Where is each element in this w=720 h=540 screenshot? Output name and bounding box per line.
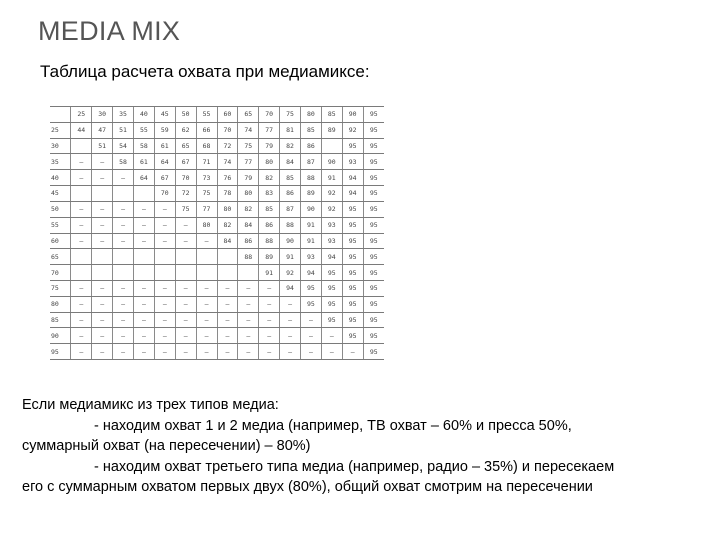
table-cell: — [113, 233, 134, 249]
reach-grid-body [50, 107, 384, 360]
table-row [50, 217, 384, 233]
table-cell: 95 [363, 186, 384, 202]
explanation-line-5: его с суммарным охватом первых двух (80%), общий охват смотрим на пересечении [22, 479, 593, 495]
table-cell: 61 [154, 138, 175, 154]
table-cell: 54 [113, 138, 134, 154]
table-cell: — [113, 201, 134, 217]
table-cell: — [113, 280, 134, 296]
table-cell: 70 [154, 186, 175, 202]
table-cell: 90 [50, 328, 71, 344]
table-cell: 88 [301, 170, 322, 186]
table-cell: 86 [280, 186, 301, 202]
table-cell: 80 [238, 186, 259, 202]
table-cell: 73 [196, 170, 217, 186]
table-cell [134, 265, 155, 281]
table-cell: 88 [280, 217, 301, 233]
table-cell: 70 [217, 122, 238, 138]
table-cell [175, 249, 196, 265]
table-cell: — [92, 280, 113, 296]
table-cell: 95 [321, 296, 342, 312]
table-cell: 82 [217, 217, 238, 233]
table-cell: 25 [50, 122, 71, 138]
table-cell: 70 [50, 265, 71, 281]
slide-title: MEDIA MIX [38, 16, 181, 46]
table-cell: 89 [301, 186, 322, 202]
table-cell: 75 [280, 107, 301, 123]
table-cell: 95 [363, 328, 384, 344]
table-cell: — [175, 328, 196, 344]
table-cell: — [134, 328, 155, 344]
table-cell: 95 [342, 328, 363, 344]
table-cell: — [154, 280, 175, 296]
explanation-line-2: - находим охват 1 и 2 медиа (например, ТВ охват – 60% и пресса 50%, [94, 417, 572, 434]
table-cell: 95 [363, 233, 384, 249]
table-cell [217, 265, 238, 281]
table-cell: 75 [50, 280, 71, 296]
table-cell: 84 [238, 217, 259, 233]
table-cell: 95 [342, 249, 363, 265]
table-cell: 79 [259, 138, 280, 154]
table-cell: — [92, 170, 113, 186]
table-cell: — [175, 233, 196, 249]
table-row [50, 233, 384, 249]
table-cell: — [154, 328, 175, 344]
explanation-line-3: суммарный охват (на пересечении) – 80%) [22, 438, 311, 454]
table-cell: 92 [342, 122, 363, 138]
table-cell: — [71, 233, 92, 249]
table-cell: 67 [175, 154, 196, 170]
table-cell: 92 [280, 265, 301, 281]
table-cell: — [259, 312, 280, 328]
table-cell: — [154, 312, 175, 328]
table-cell: 70 [175, 170, 196, 186]
table-row [50, 344, 384, 360]
table-cell: 62 [175, 122, 196, 138]
table-cell [196, 265, 217, 281]
table-cell: — [71, 201, 92, 217]
table-cell: 95 [363, 138, 384, 154]
table-cell: — [71, 280, 92, 296]
table-cell: 95 [363, 280, 384, 296]
table-cell: 60 [217, 107, 238, 123]
table-cell: 72 [217, 138, 238, 154]
table-cell: 85 [50, 312, 71, 328]
table-cell: — [134, 280, 155, 296]
table-cell: — [134, 217, 155, 233]
table-cell: 86 [238, 233, 259, 249]
table-cell: — [113, 296, 134, 312]
table-cell: — [175, 344, 196, 360]
table-cell: 84 [217, 233, 238, 249]
table-cell: 85 [321, 107, 342, 123]
table-cell [238, 265, 259, 281]
table-cell: 51 [113, 122, 134, 138]
table-cell: 84 [280, 154, 301, 170]
table-cell [196, 249, 217, 265]
table-cell: 87 [280, 201, 301, 217]
table-cell: 77 [238, 154, 259, 170]
table-cell: 81 [280, 122, 301, 138]
table-cell: — [71, 154, 92, 170]
explanation-line-4: - находим охват третьего типа медиа (например, радио – 35%) и пересекаем [94, 458, 615, 475]
explanation-text [22, 395, 702, 498]
table-cell: — [217, 328, 238, 344]
table-cell [71, 265, 92, 281]
table-cell: — [175, 296, 196, 312]
table-cell: — [196, 296, 217, 312]
table-cell: 91 [301, 233, 322, 249]
table-cell [321, 138, 342, 154]
table-cell: 77 [259, 122, 280, 138]
table-cell: — [71, 344, 92, 360]
table-cell: 91 [259, 265, 280, 281]
table-cell: — [154, 233, 175, 249]
table-cell: 95 [301, 280, 322, 296]
table-cell: 74 [238, 122, 259, 138]
table-cell: 45 [154, 107, 175, 123]
table-cell: — [217, 296, 238, 312]
table-cell: 80 [301, 107, 322, 123]
table-cell: — [280, 328, 301, 344]
table-cell [217, 249, 238, 265]
table-cell: — [92, 233, 113, 249]
table-cell: — [217, 344, 238, 360]
table-cell: 68 [196, 138, 217, 154]
table-cell: 30 [50, 138, 71, 154]
table-row [50, 201, 384, 217]
table-cell: 91 [321, 170, 342, 186]
reach-table [50, 106, 384, 360]
table-cell: 64 [154, 154, 175, 170]
table-cell: — [134, 296, 155, 312]
table-cell: 95 [342, 233, 363, 249]
table-cell: — [301, 312, 322, 328]
table-row [50, 186, 384, 202]
table-cell: 91 [301, 217, 322, 233]
table-cell: 44 [71, 122, 92, 138]
table-cell: 79 [238, 170, 259, 186]
table-cell: — [196, 233, 217, 249]
table-cell: — [134, 312, 155, 328]
table-cell: 55 [196, 107, 217, 123]
table-cell: 85 [259, 201, 280, 217]
table-cell: 89 [321, 122, 342, 138]
table-cell: 80 [50, 296, 71, 312]
table-cell: — [259, 296, 280, 312]
table-cell: 93 [342, 154, 363, 170]
table-cell: 93 [321, 217, 342, 233]
table-cell: 94 [301, 265, 322, 281]
table-cell: — [259, 280, 280, 296]
reach-grid [50, 106, 384, 360]
table-cell: 95 [342, 296, 363, 312]
slide-subtitle: Таблица расчета охвата при медиамиксе: [40, 62, 370, 81]
table-cell: 78 [217, 186, 238, 202]
table-cell: 95 [50, 344, 71, 360]
table-cell: 94 [342, 186, 363, 202]
table-cell: — [259, 344, 280, 360]
table-cell: 65 [175, 138, 196, 154]
table-cell: 76 [217, 170, 238, 186]
table-cell: — [175, 217, 196, 233]
table-cell: 95 [363, 296, 384, 312]
table-cell: — [175, 280, 196, 296]
table-cell [134, 249, 155, 265]
table-cell: — [92, 296, 113, 312]
table-cell: — [301, 328, 322, 344]
table-cell: — [113, 344, 134, 360]
table-cell: 95 [363, 170, 384, 186]
table-cell: — [280, 312, 301, 328]
table-cell: — [134, 344, 155, 360]
table-cell: 64 [134, 170, 155, 186]
table-cell [50, 107, 71, 123]
table-cell: — [196, 328, 217, 344]
table-cell: — [321, 344, 342, 360]
table-cell: 71 [196, 154, 217, 170]
table-cell: 40 [50, 170, 71, 186]
table-row [50, 296, 384, 312]
table-cell: 94 [280, 280, 301, 296]
table-cell: — [280, 296, 301, 312]
table-row [50, 328, 384, 344]
table-cell: 95 [363, 201, 384, 217]
table-cell [92, 249, 113, 265]
table-row [50, 107, 384, 123]
table-cell: — [71, 328, 92, 344]
table-cell: 65 [50, 249, 71, 265]
table-row [50, 170, 384, 186]
table-cell: — [71, 312, 92, 328]
table-cell: — [92, 154, 113, 170]
table-cell: 80 [196, 217, 217, 233]
table-cell [175, 265, 196, 281]
table-cell: 88 [238, 249, 259, 265]
table-cell: 35 [113, 107, 134, 123]
table-cell: — [321, 328, 342, 344]
table-cell: 82 [280, 138, 301, 154]
table-cell: 95 [342, 280, 363, 296]
table-cell: 95 [321, 265, 342, 281]
table-cell [113, 186, 134, 202]
table-cell: — [196, 344, 217, 360]
table-cell: 95 [363, 249, 384, 265]
table-cell: 89 [259, 249, 280, 265]
table-cell: 95 [301, 296, 322, 312]
table-cell: 95 [363, 122, 384, 138]
table-cell: — [301, 344, 322, 360]
table-cell: 87 [301, 154, 322, 170]
table-cell: — [113, 217, 134, 233]
table-cell: — [92, 201, 113, 217]
table-cell: 95 [363, 107, 384, 123]
table-cell: — [71, 217, 92, 233]
table-cell [113, 265, 134, 281]
table-cell: 51 [92, 138, 113, 154]
table-cell: 82 [238, 201, 259, 217]
table-cell: 50 [175, 107, 196, 123]
table-cell: 67 [154, 170, 175, 186]
table-row [50, 154, 384, 170]
table-cell: 58 [113, 154, 134, 170]
table-cell [92, 265, 113, 281]
table-cell: 60 [50, 233, 71, 249]
table-cell: 75 [238, 138, 259, 154]
table-cell: 80 [259, 154, 280, 170]
table-cell: 25 [71, 107, 92, 123]
table-row [50, 249, 384, 265]
table-cell: 85 [280, 170, 301, 186]
table-cell: 47 [92, 122, 113, 138]
table-cell: 90 [342, 107, 363, 123]
table-cell: 74 [217, 154, 238, 170]
table-cell: — [238, 296, 259, 312]
table-cell [92, 186, 113, 202]
table-cell: 93 [301, 249, 322, 265]
table-cell: 58 [134, 138, 155, 154]
table-cell: — [71, 296, 92, 312]
table-cell: 65 [238, 107, 259, 123]
table-cell: 90 [321, 154, 342, 170]
table-row [50, 138, 384, 154]
table-cell [71, 186, 92, 202]
table-cell: 55 [134, 122, 155, 138]
table-cell: — [280, 344, 301, 360]
table-cell: 95 [342, 312, 363, 328]
table-cell: — [134, 201, 155, 217]
table-cell: 82 [259, 170, 280, 186]
table-cell: 86 [301, 138, 322, 154]
table-cell: 86 [259, 217, 280, 233]
table-cell: — [217, 312, 238, 328]
table-cell: 61 [134, 154, 155, 170]
table-cell [113, 249, 134, 265]
table-cell: — [238, 328, 259, 344]
table-cell: 88 [259, 233, 280, 249]
table-cell: — [113, 170, 134, 186]
table-cell: 91 [280, 249, 301, 265]
table-cell: 45 [50, 186, 71, 202]
table-cell: — [113, 328, 134, 344]
table-cell [71, 138, 92, 154]
table-cell: 30 [92, 107, 113, 123]
table-cell: — [196, 280, 217, 296]
table-cell: 95 [321, 280, 342, 296]
table-cell: 70 [259, 107, 280, 123]
table-cell: — [71, 170, 92, 186]
table-cell: 95 [342, 265, 363, 281]
table-cell: — [113, 312, 134, 328]
table-cell: 94 [342, 170, 363, 186]
table-cell: — [154, 201, 175, 217]
table-cell: 92 [321, 201, 342, 217]
table-cell: — [92, 312, 113, 328]
table-cell: 72 [175, 186, 196, 202]
table-cell: — [154, 217, 175, 233]
table-cell: 95 [363, 265, 384, 281]
table-cell: 77 [196, 201, 217, 217]
table-cell: 95 [342, 217, 363, 233]
table-row [50, 265, 384, 281]
table-cell: 90 [280, 233, 301, 249]
table-cell: 95 [321, 312, 342, 328]
table-cell: — [238, 312, 259, 328]
table-cell: — [175, 312, 196, 328]
table-cell: 55 [50, 217, 71, 233]
table-cell: — [92, 217, 113, 233]
table-cell: 40 [134, 107, 155, 123]
table-row [50, 122, 384, 138]
table-cell: — [196, 312, 217, 328]
table-cell: — [342, 344, 363, 360]
table-cell: 92 [321, 186, 342, 202]
table-cell: 95 [342, 138, 363, 154]
table-cell: 95 [363, 217, 384, 233]
table-cell: 94 [321, 249, 342, 265]
table-cell: — [259, 328, 280, 344]
table-cell: 95 [342, 201, 363, 217]
table-cell: 80 [217, 201, 238, 217]
table-cell: 95 [363, 312, 384, 328]
table-cell [154, 249, 175, 265]
table-cell: — [154, 344, 175, 360]
table-cell: 75 [175, 201, 196, 217]
explanation-line-1: Если медиамикс из трех типов медиа: [22, 397, 279, 413]
table-cell: 93 [321, 233, 342, 249]
table-cell: 85 [301, 122, 322, 138]
table-cell: 66 [196, 122, 217, 138]
table-cell: 59 [154, 122, 175, 138]
table-row [50, 312, 384, 328]
table-cell: — [238, 344, 259, 360]
table-cell: 75 [196, 186, 217, 202]
table-cell: 83 [259, 186, 280, 202]
table-cell: — [92, 344, 113, 360]
table-cell: 50 [50, 201, 71, 217]
table-cell [134, 186, 155, 202]
table-row [50, 280, 384, 296]
table-cell [71, 249, 92, 265]
table-cell: — [154, 296, 175, 312]
table-cell: — [92, 328, 113, 344]
table-cell: — [134, 233, 155, 249]
table-cell: — [238, 280, 259, 296]
table-cell: 95 [363, 154, 384, 170]
table-cell: — [217, 280, 238, 296]
table-cell: 90 [301, 201, 322, 217]
table-cell [154, 265, 175, 281]
table-cell: 95 [363, 344, 384, 360]
table-cell: 35 [50, 154, 71, 170]
